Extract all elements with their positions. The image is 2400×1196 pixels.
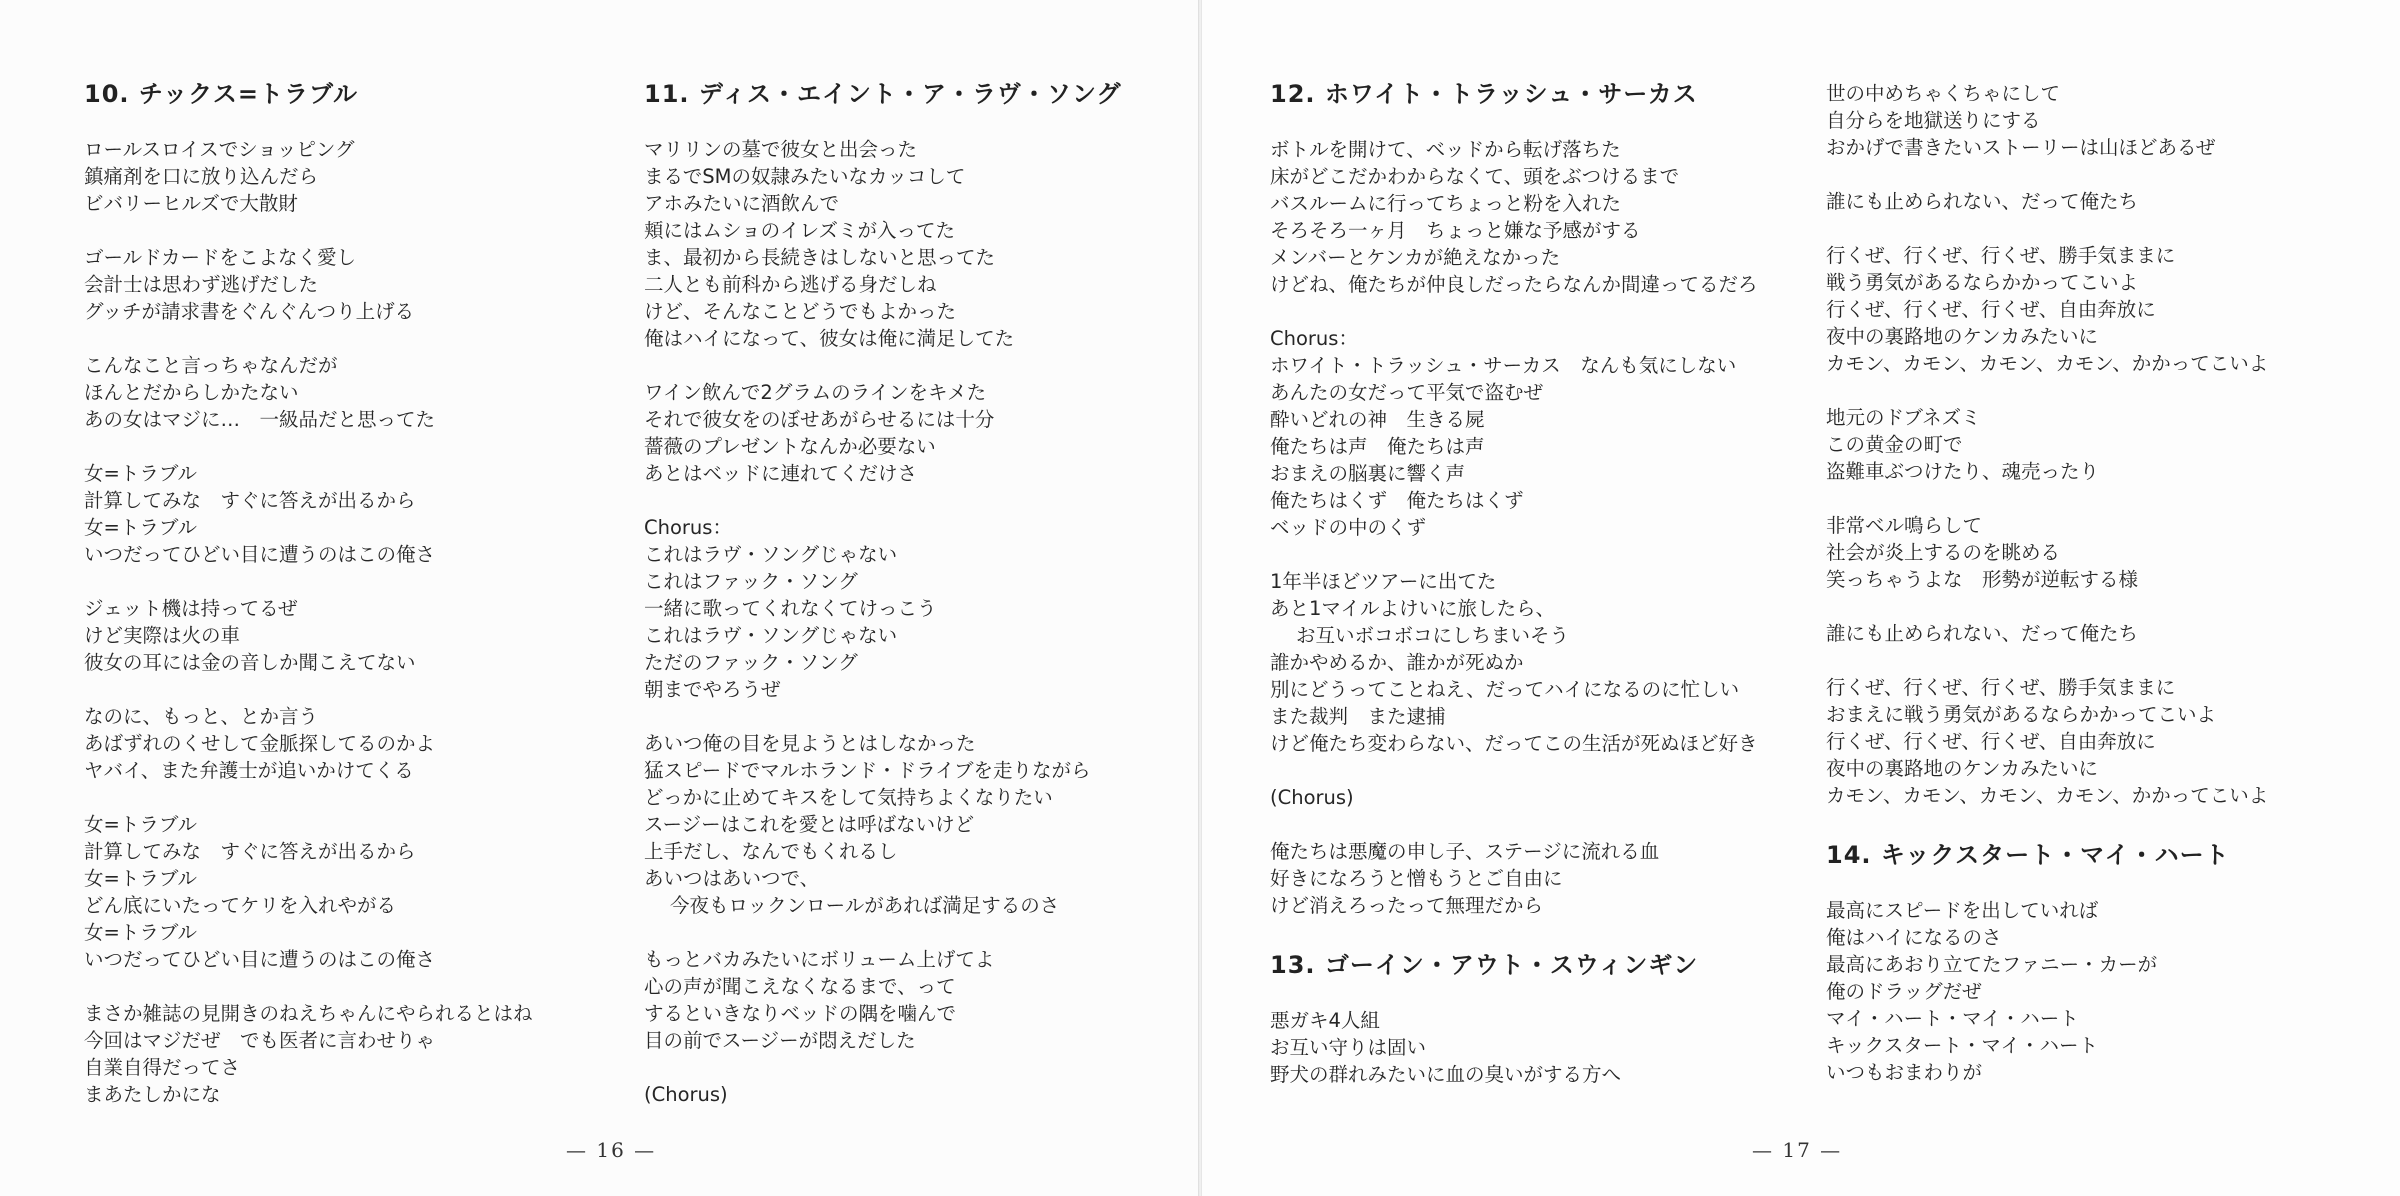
lyric-line: おまえの脳裏に響く声 xyxy=(1270,462,1466,485)
lyric-line: ビバリーヒルズで大散財 xyxy=(84,192,298,215)
lyric-line: 誰にも止められない、だって俺たち xyxy=(1826,622,2139,645)
verse xyxy=(84,1000,624,1108)
verse xyxy=(1826,512,2366,593)
lyric-line: あと1マイルよけいに旅したら、 xyxy=(1270,597,1556,620)
verse xyxy=(84,352,624,433)
lyric-line: 床がどこだかわからなくて、頭をぶつけるまで xyxy=(1270,165,1680,188)
lyric-line: あばずれのくせして金脈探してるのかよ xyxy=(84,732,436,755)
lyric-line: けど実際は火の車 xyxy=(84,624,241,647)
lyric-line: カモン、カモン、カモン、カモン、かかってこいよ xyxy=(1826,784,2269,807)
lyric-line: 夜中の裏路地のケンカみたいに xyxy=(1826,757,2099,780)
lyric-line: 盗難車ぶつけたり、魂売ったり xyxy=(1826,460,2100,483)
lyric-line: お互いボコボコにしちまいそう xyxy=(1296,624,1570,647)
verse xyxy=(644,730,1184,919)
lyric-line: Chorus： xyxy=(644,516,732,539)
song-body-14 xyxy=(1826,897,2366,1086)
right-column-2 xyxy=(1826,80,2366,1113)
lyric-line: お互い守りは固い xyxy=(1270,1036,1427,1059)
verse xyxy=(84,136,624,217)
lyric-line: 計算してみな すぐに答えが出るから xyxy=(84,489,416,512)
lyric-line: 女=トラブル xyxy=(84,813,198,836)
song-body-13 xyxy=(1270,1007,1810,1088)
lyric-line: どん底にいたってケリを入れやがる xyxy=(84,894,397,917)
lyric-line: カモン、カモン、カモン、カモン、かかってこいよ xyxy=(1826,352,2269,375)
lyric-line: それで彼女をのぼせあがらせるには十分 xyxy=(644,408,995,431)
lyric-line: ベッドの中のくず xyxy=(1270,516,1427,539)
lyric-line: 女=トラブル xyxy=(84,921,198,944)
verse xyxy=(1826,242,2366,377)
right-page xyxy=(1202,0,2400,1196)
lyric-line: これはファック・ソング xyxy=(644,570,858,593)
lyric-line: バスルームに行ってちょっと粉を入れた xyxy=(1270,192,1622,215)
verse xyxy=(1826,620,2366,647)
lyric-line: 上手だし、なんでもくれるし xyxy=(644,840,898,863)
verse xyxy=(1270,136,1810,298)
lyric-line: これはラヴ・ソングじゃない xyxy=(644,624,898,647)
verse xyxy=(1270,1007,1810,1088)
lyric-line: 誰にも止められない、だって俺たち xyxy=(1826,190,2139,213)
verse xyxy=(1826,897,2366,1086)
left-column-1 xyxy=(84,78,624,1135)
verse xyxy=(644,514,1184,703)
lyric-line: アホみたいに酒飲んで xyxy=(644,192,840,215)
lyric-line: けど消えろったって無理だから xyxy=(1270,894,1544,917)
song-title-12: 12. ホワイト・トラッシュ・サーカス xyxy=(1270,80,1698,108)
lyric-line: なのに、もっと、とか言う xyxy=(84,705,319,728)
lyric-line: 最高にあおり立てたファニー・カーが xyxy=(1826,953,2158,976)
lyric-line: 計算してみな すぐに答えが出るから xyxy=(84,840,416,863)
lyric-line: 1年半ほどツアーに出てた xyxy=(1270,570,1497,593)
lyric-line: まさか雑誌の見開きのねえちゃんにやられるとはね xyxy=(84,1002,533,1025)
lyric-line: 笑っちゃうよな 形勢が逆転する様 xyxy=(1826,568,2139,591)
lyric-line: おかげで書きたいストーリーは山ほどあるぜ xyxy=(1826,136,2216,159)
lyric-line: 行くぜ、行くぜ、行くぜ、勝手気ままに xyxy=(1826,676,2176,699)
lyric-line: ホワイト・トラッシュ・サーカス なんも気にしない xyxy=(1270,354,1737,377)
right-column-1 xyxy=(1270,78,1810,1115)
lyric-line: この黄金の町で xyxy=(1826,433,1963,456)
lyric-line: 頬にはムショのイレズミが入ってた xyxy=(644,219,956,242)
lyric-line: いつもおまわりが xyxy=(1826,1061,1983,1084)
lyric-line: ほんとだからしかたない xyxy=(84,381,299,404)
lyric-line: 女=トラブル xyxy=(84,516,198,539)
lyric-line: 俺はハイになるのさ xyxy=(1826,926,2002,949)
lyric-line: ゴールドカードをこよなく愛し xyxy=(84,246,357,269)
lyric-line: まるでSMの奴隷みたいなカッコして xyxy=(644,165,966,188)
lyric-line: マイ・ハート・マイ・ハート xyxy=(1826,1007,2079,1030)
lyric-line: 今回はマジだぜ でも医者に言わせりゃ xyxy=(84,1029,436,1052)
lyric-line: ただのファック・ソング xyxy=(644,651,858,674)
verse xyxy=(644,136,1184,352)
lyric-line: 猛スピードでマルホランド・ドライブを走りながら xyxy=(644,759,1091,782)
lyric-line: もっとバカみたいにボリューム上げてよ xyxy=(644,948,995,971)
lyric-line: 戦う勇気があるならかかってこいよ xyxy=(1826,271,2139,294)
lyric-line: 会計士は思わず逃げだした xyxy=(84,273,319,296)
song-title-10: 10. チックス=トラブル xyxy=(84,80,359,108)
lyric-line: 一緒に歌ってくれなくてけっこう xyxy=(644,597,937,620)
verse xyxy=(644,946,1184,1054)
lyric-line: (Chorus) xyxy=(644,1083,728,1106)
lyric-line: まあたしかにな xyxy=(84,1083,221,1106)
lyric-line: 薔薇のプレゼントなんか必要ない xyxy=(644,435,936,458)
lyric-line: 世の中めちゃくちゃにして xyxy=(1826,82,2061,105)
lyric-line: 野犬の群れみたいに血の臭いがする方へ xyxy=(1270,1063,1622,1086)
lyric-line: 俺たちはくず 俺たちはくず xyxy=(1270,489,1524,512)
lyric-line: 自業自得だってさ xyxy=(84,1056,241,1079)
lyric-line: そろそろ一ヶ月 ちょっと嫌な予感がする xyxy=(1270,219,1641,242)
verse xyxy=(1270,784,1810,811)
lyric-line: 二人とも前科から逃げる身だしね xyxy=(644,273,937,296)
lyric-line: ジェット機は持ってるぜ xyxy=(84,597,298,620)
verse xyxy=(1270,568,1810,757)
verse xyxy=(84,811,624,973)
lyric-line: 女=トラブル xyxy=(84,462,198,485)
page-number-17: — 17 — xyxy=(1752,1138,1843,1162)
song-body-12 xyxy=(1270,136,1810,919)
lyric-line: 彼女の耳には金の音しか聞こえてない xyxy=(84,651,416,674)
verse xyxy=(84,460,624,568)
verse xyxy=(644,1081,1184,1108)
lyric-line: 俺たちは声 俺たちは声 xyxy=(1270,435,1485,458)
lyric-line: 最高にスピードを出していれば xyxy=(1826,899,2099,922)
song-body-12-continued xyxy=(1826,80,2366,809)
lyric-line: 今夜もロックンロールがあれば満足するのさ xyxy=(670,894,1060,917)
verse xyxy=(84,595,624,676)
lyric-line: いつだってひどい目に遭うのはこの俺さ xyxy=(84,948,436,971)
lyric-line: けど俺たち変わらない、だってこの生活が死ぬほど好き xyxy=(1270,732,1758,755)
lyric-line: Chorus： xyxy=(1270,327,1358,350)
verse xyxy=(84,244,624,325)
lyric-line: けど、そんなことどうでもよかった xyxy=(644,300,957,323)
lyric-line: 自分らを地獄送りにする xyxy=(1826,109,2041,132)
lyric-line: ワイン飲んで2グラムのラインをキメた xyxy=(644,381,987,404)
lyric-line: 心の声が聞こえなくなるまで、って xyxy=(644,975,956,998)
lyric-line: 非常ベル鳴らして xyxy=(1826,514,1983,537)
lyric-line: 俺はハイになって、彼女は俺に満足してた xyxy=(644,327,1015,350)
lyric-line: あいつ俺の目を見ようとはしなかった xyxy=(644,732,976,755)
verse xyxy=(1270,325,1810,541)
lyric-line: 好きになろうと憎もうとご自由に xyxy=(1270,867,1563,890)
song-title-14: 14. キックスタート・マイ・ハート xyxy=(1826,841,2230,869)
lyric-line: あとはベッドに連れてくだけさ xyxy=(644,462,918,485)
lyric-line: 酔いどれの神 生きる屍 xyxy=(1270,408,1485,431)
lyric-line: ロールスロイスでショッピング xyxy=(84,138,355,161)
lyric-line: (Chorus) xyxy=(1270,786,1354,809)
lyric-line: キックスタート・マイ・ハート xyxy=(1826,1034,2099,1057)
verse xyxy=(1826,188,2366,215)
lyric-line: 目の前でスージーが悶えだした xyxy=(644,1029,916,1052)
lyric-line: 夜中の裏路地のケンカみたいに xyxy=(1826,325,2099,348)
song-title-13: 13. ゴーイン・アウト・スウィンギン xyxy=(1270,951,1699,979)
lyric-line: あいつはあいつで、 xyxy=(644,867,820,890)
lyric-line: あんたの女だって平気で盗むぜ xyxy=(1270,381,1544,404)
lyric-line: また裁判 また逮捕 xyxy=(1270,705,1446,728)
verse xyxy=(1826,404,2366,485)
left-column-2 xyxy=(644,78,1184,1135)
lyric-line: あの女はマジに… 一級品だと思ってた xyxy=(84,408,436,431)
lyric-line: 行くぜ、行くぜ、行くぜ、自由奔放に xyxy=(1826,730,2156,753)
song-body-11 xyxy=(644,136,1184,1108)
lyric-line: 悪ガキ4人組 xyxy=(1270,1009,1380,1032)
lyric-line: 俺のドラッグだぜ xyxy=(1826,980,1982,1003)
lyric-line: スージーはこれを愛とは呼ばないけど xyxy=(644,813,975,836)
page-number-16: — 16 — xyxy=(566,1138,657,1162)
lyric-line: 社会が炎上するのを眺める xyxy=(1826,541,2061,564)
lyric-line: けどね、俺たちが仲良しだったらなんか間違ってるだろ xyxy=(1270,273,1758,296)
verse xyxy=(84,703,624,784)
lyric-line: いつだってひどい目に遭うのはこの俺さ xyxy=(84,543,436,566)
lyric-line: 行くぜ、行くぜ、行くぜ、勝手気ままに xyxy=(1826,244,2176,267)
lyric-line: 俺たちは悪魔の申し子、ステージに流れる血 xyxy=(1270,840,1660,863)
verse xyxy=(644,379,1184,487)
lyric-line: グッチが請求書をぐんぐんつり上げる xyxy=(84,300,415,323)
lyric-line: ボトルを開けて、ベッドから転げ落ちた xyxy=(1270,138,1621,161)
lyric-line: するといきなりベッドの隅を噛んで xyxy=(644,1002,957,1025)
verse xyxy=(1826,674,2366,809)
verse xyxy=(1826,80,2366,161)
lyric-line: 別にどうってことねえ、だってハイになるのに忙しい xyxy=(1270,678,1740,701)
lyric-line: 行くぜ、行くぜ、行くぜ、自由奔放に xyxy=(1826,298,2156,321)
verse xyxy=(1270,838,1810,919)
lyric-line: ヤバイ、また弁護士が追いかけてくる xyxy=(84,759,414,782)
lyric-line: どっかに止めてキスをして気持ちよくなりたい xyxy=(644,786,1053,809)
lyric-line: 誰かやめるか、誰かが死ぬか xyxy=(1270,651,1524,674)
lyric-line: マリリンの墓で彼女と出会った xyxy=(644,138,918,161)
song-body-10 xyxy=(84,136,624,1108)
lyric-line: 鎮痛剤を口に放り込んだら xyxy=(84,165,319,188)
lyric-line: メンバーとケンカが絶えなかった xyxy=(1270,246,1561,269)
lyric-line: 女=トラブル xyxy=(84,867,198,890)
lyric-line: おまえに戦う勇気があるならかかってこいよ xyxy=(1826,703,2217,726)
lyric-line: これはラヴ・ソングじゃない xyxy=(644,543,898,566)
lyric-line: 朝までやろうぜ xyxy=(644,678,781,701)
lyric-line: 地元のドブネズミ xyxy=(1826,406,1981,429)
lyric-line: こんなこと言っちゃなんだが xyxy=(84,354,338,377)
song-title-11: 11. ディス・エイント・ア・ラヴ・ソング xyxy=(644,80,1122,108)
lyric-line: ま、最初から長続きはしないと思ってた xyxy=(644,246,996,269)
